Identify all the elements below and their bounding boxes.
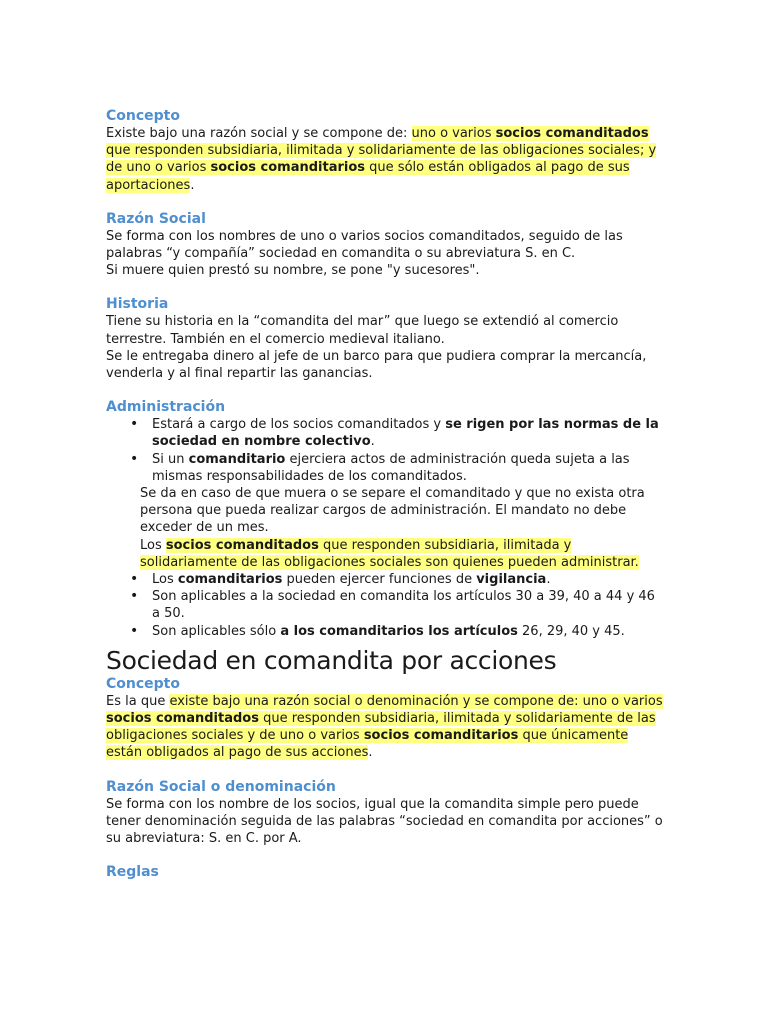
text-run: Los: [140, 537, 166, 553]
highlight: [106, 694, 663, 761]
text-run: Estará a cargo de los socios comanditados y: [152, 417, 446, 433]
paragraph: Se forma con los nombres de uno o varios socios comanditados, seguido de las palabras “y compañía” sociedad en comandita o su abreviatura S. en C.: [106, 228, 623, 262]
section-reglas: [106, 864, 666, 881]
text-run: que responden subsidiaria, ilimitada y solidariamente de las obligaciones sociales son quienes pueden administrar.: [140, 537, 639, 570]
section-historia: [106, 296, 666, 382]
indented-paragraph: [106, 537, 666, 571]
text-run: 26, 29, 40 y 45.: [517, 623, 625, 639]
paragraph: [106, 693, 666, 762]
text-run: Los: [152, 572, 178, 588]
section-razon-social-denominacion: [106, 779, 666, 848]
bold-run: comanditarios: [177, 572, 283, 588]
text-run: pueden ejercer funciones de: [282, 572, 477, 588]
text-run: .: [368, 745, 373, 761]
bold-run: socios comanditados: [495, 126, 649, 141]
text-run: Son aplicables sólo: [152, 623, 281, 639]
text-run: uno o varios: [411, 126, 496, 141]
text-run: Existe bajo una razón social y se compone de:: [106, 126, 412, 141]
bold-run: socios comanditarios: [363, 728, 519, 744]
text-run: que responden subsidiaria, ilimitada y solidariamente de las obligaciones sociales; y de uno o varios: [106, 143, 657, 176]
section-concepto-acciones: [106, 676, 666, 762]
section-title: Historia: [106, 296, 169, 313]
section-title: Concepto: [106, 108, 180, 124]
paragraph: Se forma con los nombre de los socios, igual que la comandita simple pero puede tener denominación seguida de las palabras “sociedad en comandita por acciones” o su abreviatura: S. en C. por A.: [106, 796, 663, 847]
bold-run: socios comanditarios: [210, 160, 366, 176]
highlight: [140, 538, 639, 570]
bold-run: socios comanditados: [165, 537, 319, 553]
bold-run: vigilancia: [476, 572, 547, 588]
list-item: [106, 451, 666, 485]
section-administracion: [106, 399, 666, 640]
text-run: Es la que: [106, 693, 170, 709]
document-page: [106, 108, 666, 898]
section-title: Reglas: [106, 864, 159, 881]
text-run: .: [546, 572, 551, 588]
indented-paragraph: Se da en caso de que muera o se separe el comanditado y que no exista otra persona que pueda realizar cargos de administración. El mandato no debe exceder de un mes.: [140, 486, 645, 536]
section-title: Razón Social: [106, 210, 206, 227]
bold-run: se rigen por las normas de la sociedad en nombre colectivo: [152, 417, 659, 450]
text-run: .: [370, 434, 375, 450]
bullet-list: [106, 416, 666, 485]
text-run: ejerciera actos de administración queda sujeta a las mismas responsabilidades de los comanditados.: [152, 451, 630, 484]
text-run: que únicamente están obligados al pago de sus acciones: [106, 728, 629, 761]
section-title: Administración: [106, 399, 226, 416]
main-heading: Sociedad en comandita por acciones: [106, 645, 557, 675]
list-item: • Son aplicables a la sociedad en comandita los artículos 30 a 39, 40 a 44 y 46 a 50.: [106, 588, 666, 622]
section-concepto: [106, 108, 666, 194]
paragraph: Tiene su historia en la “comandita del mar” que luego se extendió al comercio terrestre. También en el comercio medieval italiano.: [106, 314, 619, 347]
paragraph: [106, 125, 666, 194]
section-title: Razón Social o denominación: [106, 778, 336, 795]
bullet-list: [106, 571, 666, 640]
paragraph: Si muere quien prestó su nombre, se pone "y sucesores".: [106, 263, 480, 279]
text-run: Si un: [152, 451, 189, 467]
bold-run: a los comanditarios los artículos: [280, 623, 518, 639]
list-item: [106, 416, 666, 450]
paragraph: Se le entregaba dinero al jefe de un barco para que pudiera comprar la mercancía, venderla y al final repartir las ganancias.: [106, 348, 647, 382]
section-razon-social: [106, 211, 666, 280]
bold-run: socios comanditados: [106, 711, 259, 727]
text-run: .: [190, 177, 195, 193]
text-run: existe bajo una razón social o denominación y se compone de: uno o varios: [169, 693, 663, 709]
text-run: que sólo están obligados al pago de sus aportaciones: [106, 160, 630, 193]
list-item: [106, 623, 666, 640]
bold-run: comanditario: [188, 451, 286, 467]
section-title: Concepto: [106, 675, 180, 692]
list-item: [106, 571, 666, 588]
text-run: que responden subsidiaria, ilimitada y solidariamente de las obligaciones sociales y de uno o varios: [106, 711, 656, 744]
